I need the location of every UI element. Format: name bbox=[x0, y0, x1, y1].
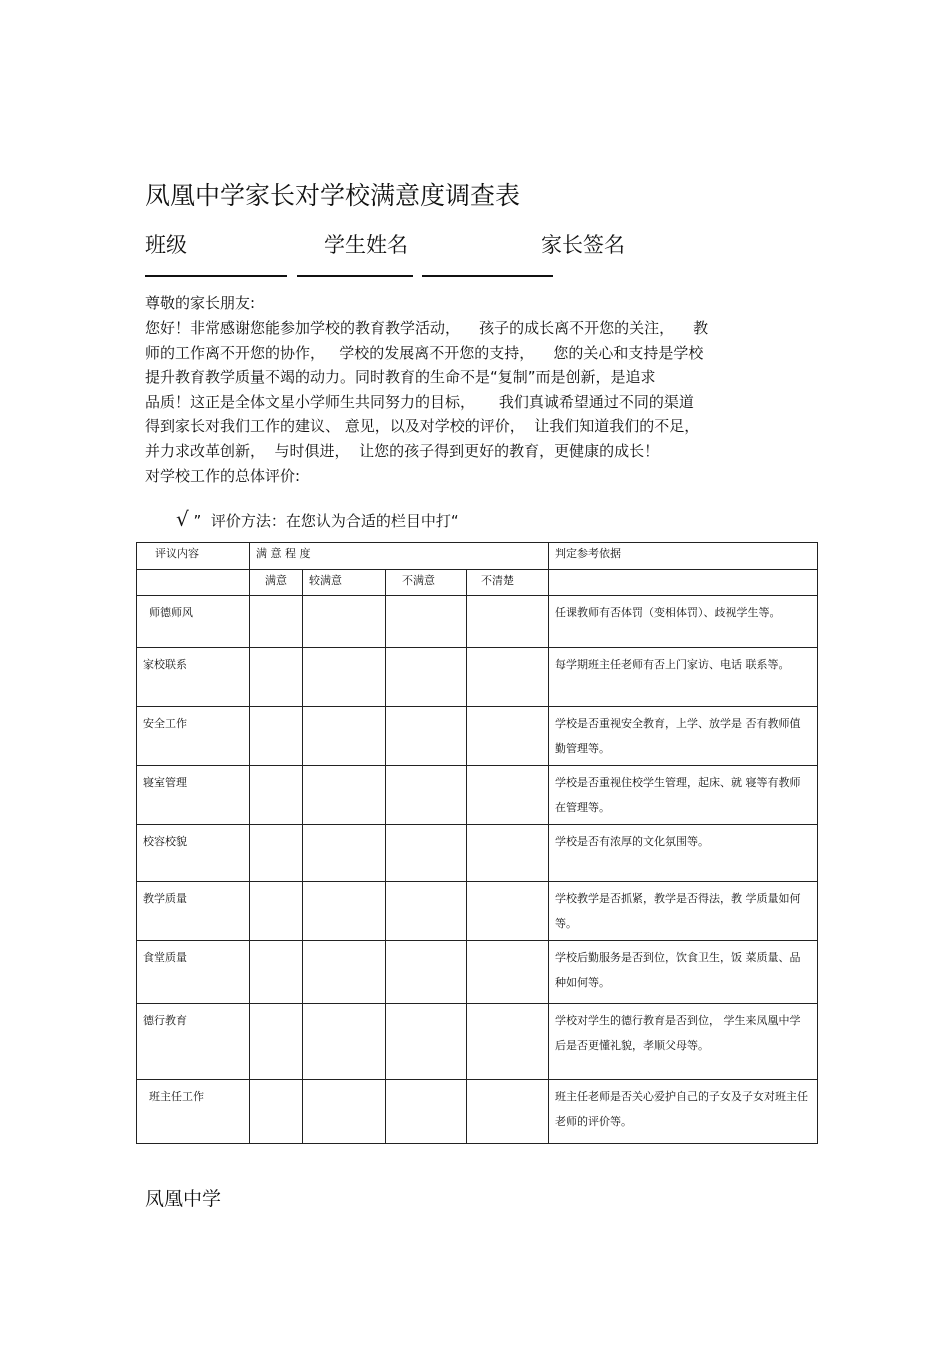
row-basis: 学校是否有浓厚的文化氛围等。 bbox=[549, 825, 818, 882]
body-line: 对学校工作的总体评价: bbox=[145, 466, 301, 485]
rating-cell[interactable] bbox=[467, 825, 549, 882]
row-basis: 学校是否重视安全教育，上学、放学是 否有教师值勤管理等。 bbox=[549, 707, 818, 766]
row-item: 安全工作 bbox=[137, 707, 250, 766]
header-degree: 满 意 程 度 bbox=[250, 543, 549, 570]
method-text: ” 评价方法：在您认为合适的栏目中打“ bbox=[188, 512, 459, 530]
rating-cell[interactable] bbox=[303, 648, 386, 707]
level-unsatisfied: 不满意 bbox=[386, 570, 467, 596]
row-basis: 学校对学生的德行教育是否到位， 学生来凤凰中学后是否更懂礼貌，孝顺父母等。 bbox=[549, 1004, 818, 1080]
table-row bbox=[137, 1080, 818, 1144]
rating-cell[interactable] bbox=[250, 648, 303, 707]
rating-cell[interactable] bbox=[250, 1004, 303, 1080]
rating-cell[interactable] bbox=[467, 1080, 549, 1144]
evaluation-method bbox=[176, 507, 459, 531]
body-line: 提升教育教学质量不竭的动力。同时教育的生命不是“复制”而是创新，是追求 bbox=[145, 368, 656, 387]
rating-cell[interactable] bbox=[386, 648, 467, 707]
rating-cell[interactable] bbox=[250, 825, 303, 882]
row-item: 师德师风 bbox=[137, 596, 250, 648]
header-empty bbox=[549, 570, 818, 596]
rating-cell[interactable] bbox=[303, 707, 386, 766]
table-row bbox=[137, 707, 818, 766]
body-line: 品质！这正是全体文星小学师生共同努力的目标， 我们真诚希望通过不同的渠道 bbox=[145, 392, 694, 411]
row-item: 食堂质量 bbox=[137, 941, 250, 1004]
body-line: 得到家长对我们工作的建议、 意见，以及对学校的评价， 让我们知道我们的不足， bbox=[145, 417, 700, 436]
level-unclear: 不清楚 bbox=[467, 570, 549, 596]
rating-cell[interactable] bbox=[386, 707, 467, 766]
rating-cell[interactable] bbox=[386, 1004, 467, 1080]
parent-signature-underline bbox=[422, 275, 553, 277]
table-row bbox=[137, 648, 818, 707]
level-satisfied: 满意 bbox=[250, 570, 303, 596]
header-item: 评议内容 bbox=[137, 543, 250, 570]
level-fairly-satisfied: 较满意 bbox=[303, 570, 386, 596]
rating-cell[interactable] bbox=[467, 648, 549, 707]
greeting: 尊敬的家长朋友: bbox=[145, 294, 256, 312]
row-item: 德行教育 bbox=[137, 1004, 250, 1080]
rating-cell[interactable] bbox=[467, 596, 549, 648]
check-mark-icon: √ bbox=[176, 507, 189, 531]
rating-cell[interactable] bbox=[386, 882, 467, 941]
row-item: 寝室管理 bbox=[137, 766, 250, 825]
rating-cell[interactable] bbox=[303, 1004, 386, 1080]
table-row bbox=[137, 1004, 818, 1080]
class-underline bbox=[145, 275, 287, 277]
header-basis: 判定参考依据 bbox=[549, 543, 818, 570]
row-basis: 任课教师有否体罚（变相体罚）、歧视学生等。 bbox=[549, 596, 818, 648]
row-basis: 每学期班主任老师有否上门家访、电话 联系等。 bbox=[549, 648, 818, 707]
table-row bbox=[137, 941, 818, 1004]
table-row bbox=[137, 766, 818, 825]
rating-cell[interactable] bbox=[250, 882, 303, 941]
row-basis: 班主任老师是否关心爱护自己的子女及子女对班主任老师的评价等。 bbox=[549, 1080, 818, 1144]
body-line: 师的工作离不开您的协作， 学校的发展离不开您的支持， 您的关心和支持是学校 bbox=[145, 343, 704, 362]
row-item: 校容校貌 bbox=[137, 825, 250, 882]
rating-cell[interactable] bbox=[386, 1080, 467, 1144]
row-item: 班主任工作 bbox=[137, 1080, 250, 1144]
rating-cell[interactable] bbox=[250, 596, 303, 648]
page-title: 凤凰中学家长对学校满意度调查表 bbox=[145, 181, 521, 210]
class-label: 班级 bbox=[145, 233, 187, 257]
rating-cell[interactable] bbox=[303, 941, 386, 1004]
table-row bbox=[137, 825, 818, 882]
rating-cell[interactable] bbox=[386, 941, 467, 1004]
rating-cell[interactable] bbox=[250, 1080, 303, 1144]
letter-body bbox=[145, 316, 815, 488]
evaluation-table bbox=[136, 542, 818, 1144]
school-name-footer: 凤凰中学 bbox=[145, 1188, 222, 1210]
rating-cell[interactable] bbox=[386, 825, 467, 882]
parent-signature-label: 家长签名 bbox=[541, 233, 625, 257]
student-name-label: 学生姓名 bbox=[324, 233, 408, 257]
rating-cell[interactable] bbox=[467, 941, 549, 1004]
rating-cell[interactable] bbox=[303, 596, 386, 648]
body-line: 并力求改革创新， 与时俱进， 让您的孩子得到更好的教育，更健康的成长！ bbox=[145, 441, 660, 460]
rating-cell[interactable] bbox=[467, 882, 549, 941]
body-line: 您好！非常感谢您能参加学校的教育教学活动， 孩子的成长离不开您的关注， 教 bbox=[145, 319, 709, 337]
rating-cell[interactable] bbox=[303, 766, 386, 825]
rating-cell[interactable] bbox=[250, 941, 303, 1004]
row-basis: 学校是否重视住校学生管理，起床、就 寝等有教师在管理等。 bbox=[549, 766, 818, 825]
rating-cell[interactable] bbox=[386, 596, 467, 648]
rating-cell[interactable] bbox=[303, 1080, 386, 1144]
table-row bbox=[137, 596, 818, 648]
row-basis: 学校后勤服务是否到位，饮食卫生，饭 菜质量、品种如何等。 bbox=[549, 941, 818, 1004]
table-row bbox=[137, 882, 818, 941]
row-item: 教学质量 bbox=[137, 882, 250, 941]
student-name-underline bbox=[297, 275, 413, 277]
rating-cell[interactable] bbox=[386, 766, 467, 825]
row-basis: 学校教学是否抓紧，教学是否得法，教 学质量如何等。 bbox=[549, 882, 818, 941]
rating-cell[interactable] bbox=[303, 825, 386, 882]
rating-cell[interactable] bbox=[467, 766, 549, 825]
rating-cell[interactable] bbox=[250, 707, 303, 766]
rating-cell[interactable] bbox=[250, 766, 303, 825]
rating-cell[interactable] bbox=[467, 707, 549, 766]
rating-cell[interactable] bbox=[303, 882, 386, 941]
rating-cell[interactable] bbox=[467, 1004, 549, 1080]
header-empty bbox=[137, 570, 250, 596]
row-item: 家校联系 bbox=[137, 648, 250, 707]
